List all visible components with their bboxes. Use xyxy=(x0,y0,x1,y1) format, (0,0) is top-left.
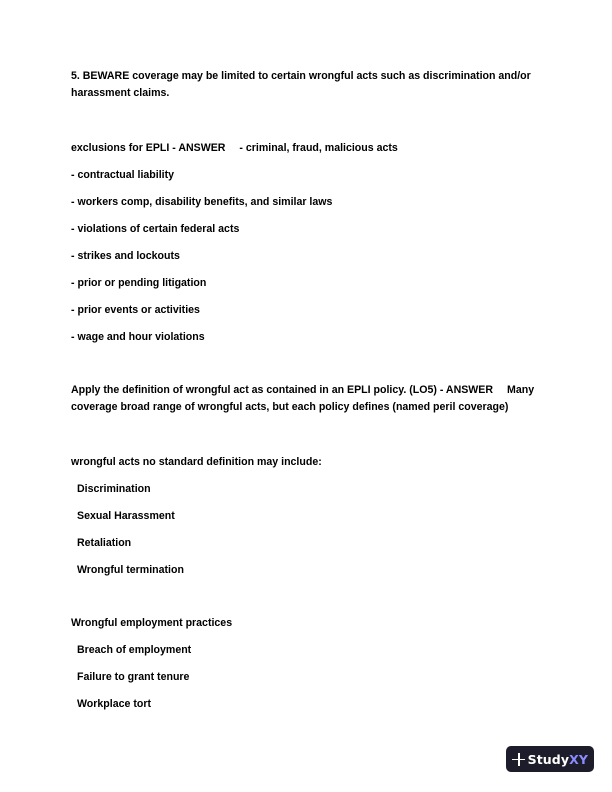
exclusion-item: - prior events or activities xyxy=(71,304,200,316)
apply-answer-first: Many xyxy=(507,384,535,396)
wrongful-act-item: Wrongful termination xyxy=(77,564,184,576)
plus-icon xyxy=(512,753,522,766)
practice-item: Failure to grant tenure xyxy=(77,671,190,683)
wrongful-act-item: Discrimination xyxy=(77,483,151,495)
exclusion-item: - prior or pending litigation xyxy=(71,277,207,289)
exclusion-item: - violations of certain federal acts xyxy=(71,223,240,235)
logo-text-xy: XY xyxy=(569,751,588,767)
practices-heading: Wrongful employment practices xyxy=(71,617,233,629)
exclusion-item: - contractual liability xyxy=(71,169,175,181)
intro-line-1: 5. BEWARE coverage may be limited to certain wrongful acts such as discrimination and/or xyxy=(71,70,531,82)
exclusion-item: - strikes and lockouts xyxy=(71,250,180,262)
apply-question: Apply the definition of wrongful act as contained in an EPLI policy. (LO5) - ANSWER xyxy=(71,384,493,396)
wrongful-act-item: Sexual Harassment xyxy=(77,510,175,522)
exclusion-item: - wage and hour violations xyxy=(71,331,205,343)
exclusions-question: exclusions for EPLI - ANSWER xyxy=(71,142,226,154)
studyxy-logo[interactable] xyxy=(506,746,594,772)
wrongful-act-item: Retaliation xyxy=(77,537,132,549)
logo-text xyxy=(528,752,588,767)
intro-line-2: harassment claims. xyxy=(71,87,170,99)
exclusions-question-line xyxy=(71,140,398,157)
exclusion-item: - workers comp, disability benefits, and similar laws xyxy=(71,196,333,208)
logo-text-study: Study xyxy=(527,751,570,767)
exclusions-answer-first: - criminal, fraud, malicious acts xyxy=(239,142,398,154)
apply-question-line xyxy=(71,382,534,399)
practice-item: Workplace tort xyxy=(77,698,151,710)
wrongful-acts-heading: wrongful acts no standard definition may include: xyxy=(71,456,322,468)
practice-item: Breach of employment xyxy=(77,644,192,656)
apply-answer-line-2: coverage broad range of wrongful acts, but each policy defines (named peril coverage) xyxy=(71,401,509,413)
